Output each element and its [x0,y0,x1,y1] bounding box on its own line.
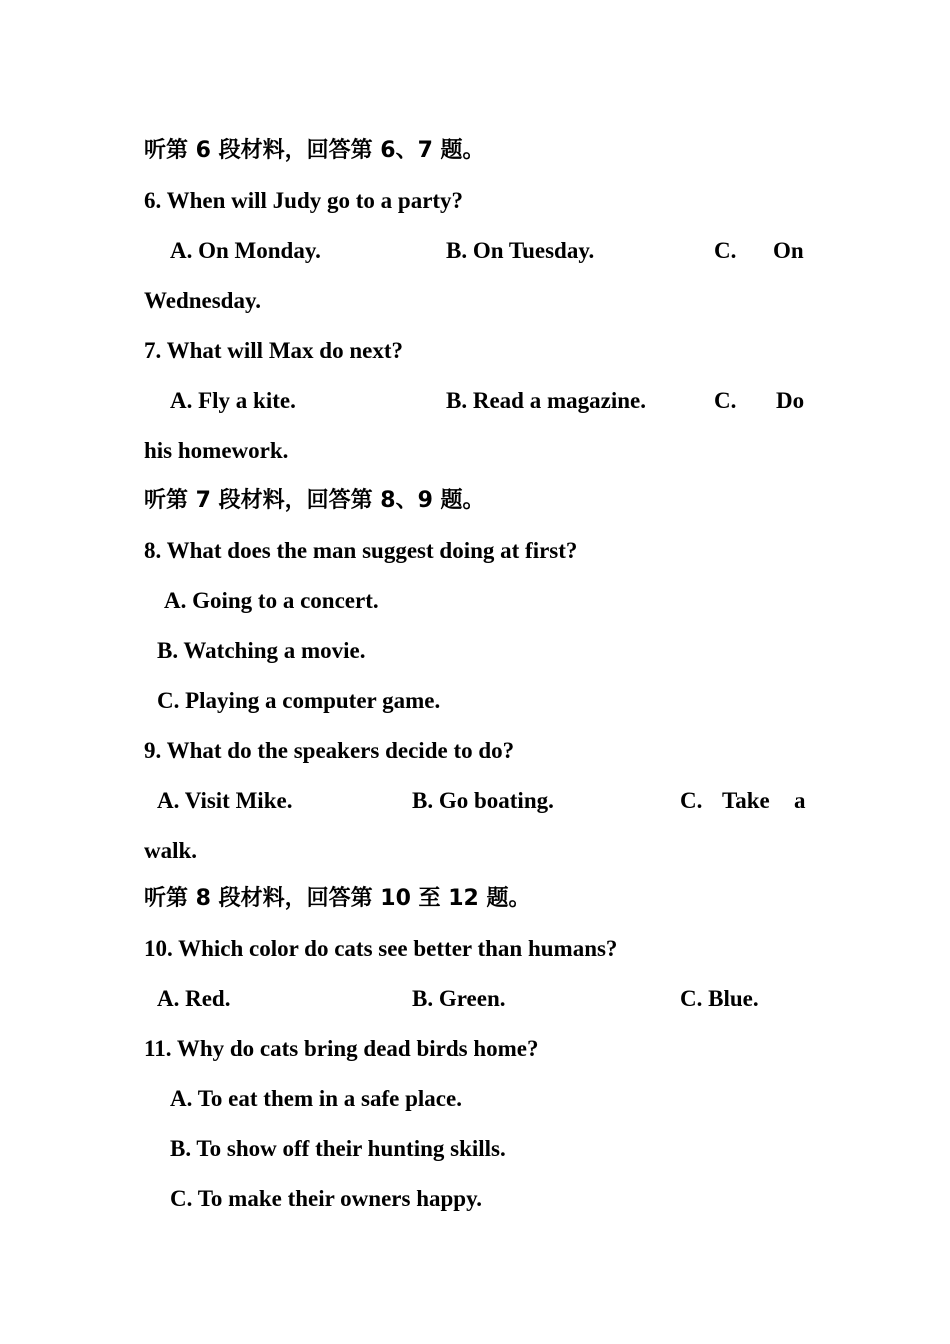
q9-option-c-label: C. [680,788,703,813]
q6-option-c-continuation: Wednesday. [144,288,261,313]
q6-option-b: B. On Tuesday. [446,238,595,263]
q7-option-b: B. Read a magazine. [446,388,646,413]
q11-option-a: A. To eat them in a safe place. [170,1086,462,1111]
q8-option-b: B. Watching a movie. [157,638,366,663]
question-9: 9. What do the speakers decide to do? [144,738,515,763]
question-6: 6. When will Judy go to a party? [144,188,464,213]
q6-option-c-word: On [773,238,804,263]
q9-option-a: A. Visit Mike. [157,788,293,813]
q11-option-b: B. To show off their hunting skills. [170,1136,506,1161]
q10-option-a: A. Red. [157,986,231,1011]
q7-option-c-continuation: his homework. [144,438,289,463]
q7-option-c-word: Do [776,388,805,413]
q11-option-c: C. To make their owners happy. [170,1186,483,1211]
q8-option-c: C. Playing a computer game. [157,688,441,713]
question-7: 7. What will Max do next? [144,338,403,363]
q7-option-c-label: C. [714,388,737,413]
q10-option-b: B. Green. [412,986,506,1011]
section-heading-8: 听第 8 段材料，回答第 10 至 12 题。 [144,886,531,911]
question-11: 11. Why do cats bring dead birds home? [144,1036,539,1061]
question-8: 8. What does the man suggest doing at first? [144,538,578,563]
q9-option-c-word-2: a [794,788,806,813]
q10-option-c: C. Blue. [680,986,759,1011]
question-10: 10. Which color do cats see better than humans? [144,936,618,961]
q8-option-a: A. Going to a concert. [164,588,379,613]
q9-option-b: B. Go boating. [412,788,554,813]
q7-option-a: A. Fly a kite. [170,388,296,413]
q9-option-c-word-1: Take [722,788,770,813]
section-heading-6: 听第 6 段材料，回答第 6、7 题。 [144,138,485,163]
q6-option-a: A. On Monday. [170,238,321,263]
section-heading-7: 听第 7 段材料，回答第 8、9 题。 [144,488,485,513]
q6-option-c-label: C. [714,238,737,263]
q9-option-c-continuation: walk. [144,838,198,863]
